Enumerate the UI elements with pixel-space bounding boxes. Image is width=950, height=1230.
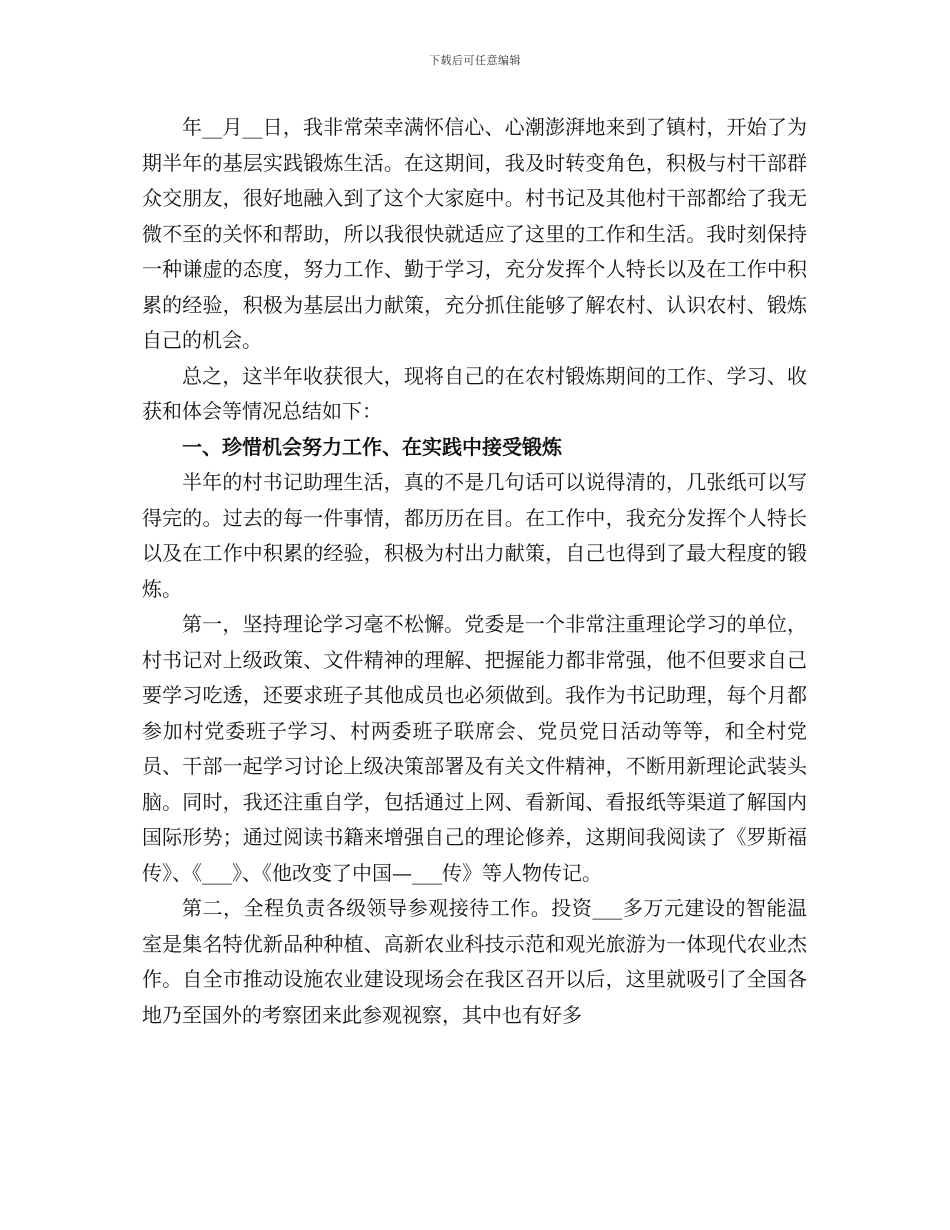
- paragraph-section-1: 半年的村书记助理生活，真的不是几句话可以说得清的，几张纸可以写得完的。过去的每一件事情，都历历在目。在工作中，我充分发挥个人特长以及在工作中积累的经验，积极为村出力献策，自己也得到了最大程度的锻炼。: [142, 470, 807, 601]
- paragraph-second-point: 第二，全程负责各级领导参观接待工作。投资___多万元建设的智能温室是集名特优新品种种植、高新农业科技示范和观光旅游为一体现代农业杰作。自全市推动设施农业建设现场会在我区召开以后，这里就吸引了全国各地乃至国外的考察团来此参观视察，其中也有好多: [142, 896, 807, 1027]
- paragraph-first-point: 第一，坚持理论学习毫不松懈。党委是一个非常注重理论学习的单位，村书记对上级政策、文件精神的理解、把握能力都非常强，他不但要求自己要学习吃透，还要求班子其他成员也必须做到。我作为书记助理，每个月都参加村党委班子学习、村两委班子联席会、党员党日活动等等，和全村党员、干部一起学习讨论上级决策部署及有关文件精神，不断用新理论武装头脑。同时，我还注重自学，包括通过上网、看新闻、看报纸等渠道了解国内国际形势；通过阅读书籍来增强自己的理论修养，这期间我阅读了《罗斯福传》、《___》、《他改变了中国—___传》等人物传记。: [142, 612, 807, 885]
- paragraph-intro: 年__月__日，我非常荣幸满怀信心、心潮澎湃地来到了镇村，开始了为期半年的基层实践锻炼生活。在这期间，我及时转变角色，积极与村干部群众交朋友，很好地融入到了这个大家庭中。村书记及其他村干部都给了我无微不至的关怀和帮助，所以我很快就适应了这里的工作和生活。我时刻保持一种谦虚的态度，努力工作、勤于学习，充分发挥个人特长以及在工作中积累的经验，积极为基层出力献策，充分抓住能够了解农村、认识农村、锻炼自己的机会。: [142, 115, 807, 352]
- paragraph-summary: 总之，这半年收获很大，现将自己的在农村锻炼期间的工作、学习、收获和体会等情况总结如下：: [142, 363, 807, 423]
- document-body: [142, 110, 807, 1033]
- page-header: 下载后可任意编辑: [429, 54, 521, 67]
- section-heading-1: 一、珍惜机会努力工作、在实践中接受锻炼: [182, 434, 562, 459]
